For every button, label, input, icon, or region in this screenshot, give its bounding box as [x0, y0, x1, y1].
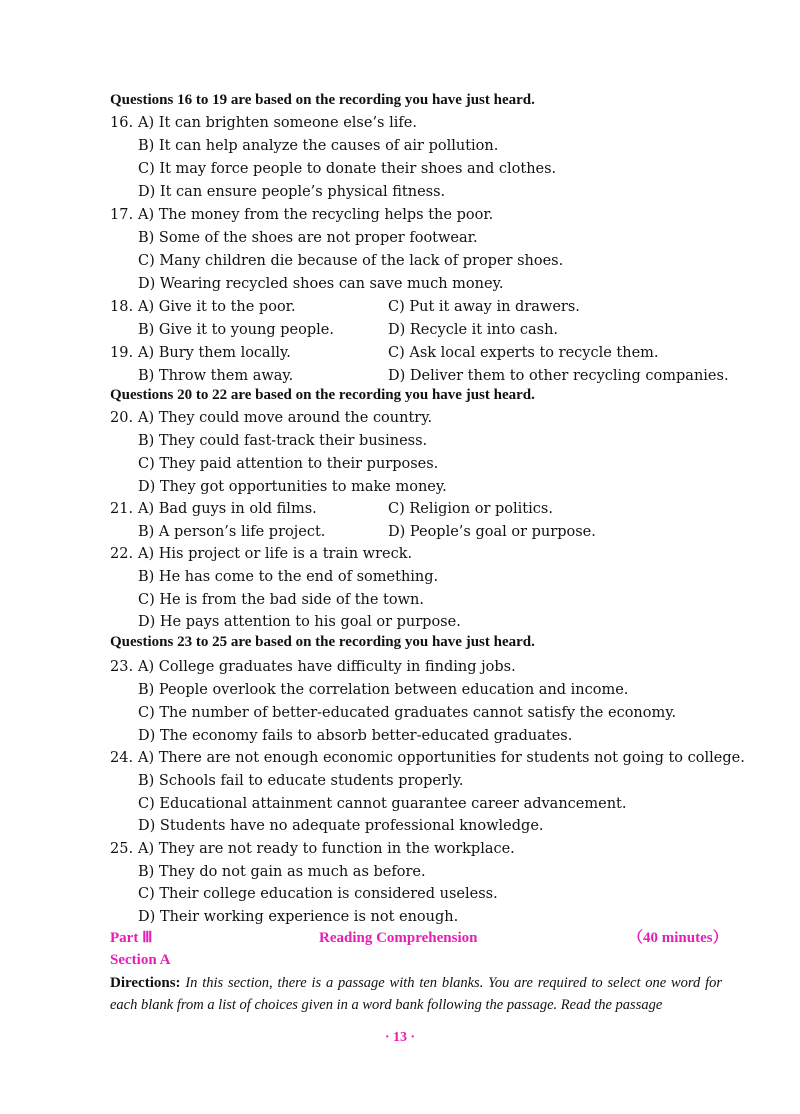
q16-option-a: A) It can brighten someone else’s life.: [138, 115, 417, 131]
group-heading-20-22: Questions 20 to 22 are based on the recording you have just heard.: [110, 387, 535, 403]
q18-option-a: A) Give it to the poor.: [138, 299, 296, 315]
question-number-23: 23.: [110, 659, 134, 675]
q17-option-c: C) Many children die because of the lack of proper shoes.: [138, 253, 564, 269]
question-number-19: 19.: [110, 345, 134, 361]
q25-option-c: C) Their college education is considered useless.: [138, 886, 498, 902]
q23-option-b: B) People overlook the correlation between education and income.: [138, 682, 629, 698]
q22-option-b: B) He has come to the end of something.: [138, 569, 439, 585]
question-number-24: 24.: [110, 750, 134, 766]
q16-option-c: C) It may force people to donate their shoes and clothes.: [138, 161, 557, 177]
q19-option-b: B) Throw them away.: [138, 368, 294, 384]
q20-option-c: C) They paid attention to their purposes.: [138, 456, 439, 472]
q17-option-b: B) Some of the shoes are not proper footwear.: [138, 230, 478, 246]
q22-option-d: D) He pays attention to his goal or purpose.: [138, 614, 461, 630]
q24-option-a: A) There are not enough economic opportunities for students not going to college.: [138, 750, 745, 766]
directions-text: In this section, there is a passage with ten blanks. You are required to select one word for each blank from a list of choices given in a word bank following the passage. Read the passage: [110, 975, 722, 1013]
group-heading-16-19: Questions 16 to 19 are based on the recording you have just heard.: [110, 92, 535, 108]
part-title: Reading Comprehension: [319, 930, 478, 946]
group-heading-23-25: Questions 23 to 25 are based on the recording you have just heard.: [110, 634, 535, 650]
q23-option-c: C) The number of better-educated graduates cannot satisfy the economy.: [138, 705, 677, 721]
question-number-25: 25.: [110, 841, 134, 857]
q25-option-b: B) They do not gain as much as before.: [138, 864, 426, 880]
q20-option-b: B) They could fast-track their business.: [138, 433, 428, 449]
q18-option-b: B) Give it to young people.: [138, 322, 334, 338]
question-number-17: 17.: [110, 207, 134, 223]
q19-option-d: D) Deliver them to other recycling companies.: [388, 368, 729, 384]
q19-option-c: C) Ask local experts to recycle them.: [388, 345, 659, 361]
q23-option-a: A) College graduates have difficulty in finding jobs.: [138, 659, 516, 675]
q18-option-d: D) Recycle it into cash.: [388, 322, 559, 338]
q21-option-b: B) A person’s life project.: [138, 524, 326, 540]
question-number-22: 22.: [110, 546, 134, 562]
directions-paragraph: [110, 972, 722, 1016]
q24-option-c: C) Educational attainment cannot guarantee career advancement.: [138, 796, 627, 812]
q18-option-c: C) Put it away in drawers.: [388, 299, 580, 315]
question-number-20: 20.: [110, 410, 134, 426]
question-number-18: 18.: [110, 299, 134, 315]
q23-option-d: D) The economy fails to absorb better-educated graduates.: [138, 728, 573, 744]
q22-option-c: C) He is from the bad side of the town.: [138, 592, 424, 608]
q21-option-c: C) Religion or politics.: [388, 501, 553, 517]
q24-option-d: D) Students have no adequate professional knowledge.: [138, 818, 544, 834]
question-number-16: 16.: [110, 115, 134, 131]
q25-option-a: A) They are not ready to function in the workplace.: [138, 841, 515, 857]
q25-option-d: D) Their working experience is not enough.: [138, 909, 459, 925]
part-time: （40 minutes）: [628, 930, 728, 946]
q24-option-b: B) Schools fail to educate students properly.: [138, 773, 464, 789]
q20-option-a: A) They could move around the country.: [138, 410, 433, 426]
page-number: · 13 ·: [384, 1030, 416, 1045]
q16-option-b: B) It can help analyze the causes of air pollution.: [138, 138, 499, 154]
q20-option-d: D) They got opportunities to make money.: [138, 479, 447, 495]
q22-option-a: A) His project or life is a train wreck.: [138, 546, 413, 562]
q16-option-d: D) It can ensure people’s physical fitness.: [138, 184, 446, 200]
q17-option-d: D) Wearing recycled shoes can save much money.: [138, 276, 504, 292]
q17-option-a: A) The money from the recycling helps the poor.: [138, 207, 494, 223]
q21-option-a: A) Bad guys in old films.: [138, 501, 317, 517]
section-label: Section A: [110, 952, 171, 968]
q19-option-a: A) Bury them locally.: [138, 345, 291, 361]
q21-option-d: D) People’s goal or purpose.: [388, 524, 596, 540]
question-number-21: 21.: [110, 501, 134, 517]
directions-label: Directions:: [110, 975, 181, 991]
part-label: Part Ⅲ: [110, 930, 153, 946]
